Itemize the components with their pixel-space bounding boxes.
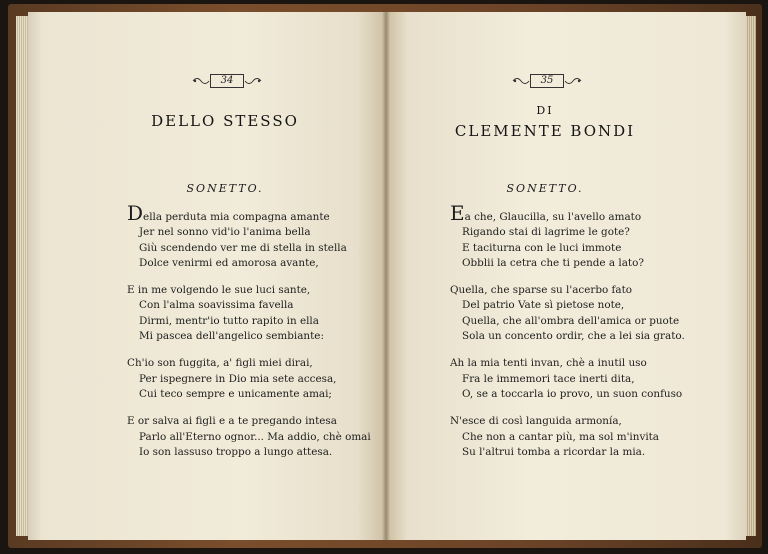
poem-line: Jer nel sonno vid'io l'anima bella [139, 226, 311, 239]
drop-cap: E [450, 201, 465, 225]
poem-line: Giù scendendo ver me di stella in stella [139, 241, 347, 254]
poem-line: Con l'alma soavissima favella [139, 299, 294, 312]
poem-line: Su l'altrui tomba a ricordar la mia. [462, 445, 646, 458]
poem-line: N'esce di così languida armonía, [450, 415, 622, 428]
poem-line: Dolce venirmi ed amorosa avante, [139, 256, 319, 269]
poem-line: Per ispegnere in Dio mia sete accesa, [139, 372, 337, 385]
poem-line: Ah la mia tenti invan, chè a inutil uso [450, 357, 647, 370]
poem-line: Sola un concento ordir, che a lei sia grato. [462, 330, 685, 343]
poem-line: Cui teco sempre e unicamente amai; [139, 387, 332, 400]
poem-line: Del patrio Vate sì pietose note, [462, 299, 625, 312]
page-number-right [510, 73, 584, 89]
ornament-icon [564, 76, 582, 86]
poem-line: E in me volgendo le sue luci sante, [127, 284, 311, 297]
right-poem [450, 201, 685, 460]
poem-line: Rigando stai di lagrime le gote? [462, 226, 630, 239]
poem-line: Ea che, Glaucilla, su l'avello amato [450, 201, 642, 225]
poem-line: Quella, che all'ombra dell'amica or puote [462, 314, 680, 327]
page-edges-right [746, 16, 756, 536]
page-number-left [190, 73, 264, 89]
poem-line: Ch'io son fuggita, a' figli miei dirai, [127, 357, 313, 370]
ornament-icon [244, 76, 262, 86]
ornament-icon [512, 76, 530, 86]
poem-line: E or salva ai figli e a te pregando intesa [127, 415, 337, 428]
right-page-subtitle: SONETTO. [506, 182, 584, 195]
page-number-text: 35 [530, 74, 565, 88]
poem-line: Dirmi, mentr'io tutto rapito in ella [139, 314, 319, 327]
poem-line: O, se a toccarla io provo, un suon confuso [462, 387, 683, 400]
left-page-subtitle: SONETTO. [186, 182, 264, 195]
poem-line: Parlo all'Eterno ognor... Ma addio, chè omai [139, 430, 371, 443]
right-page-title-line2: CLEMENTE BONDI [454, 122, 636, 140]
poem-line: Quella, che sparse su l'acerbo fato [450, 284, 633, 297]
poem-line: Obblii la cetra che ti pende a lato? [462, 256, 644, 269]
left-page-title: DELLO STESSO [151, 112, 299, 130]
poem-line: Fra le immemori tace inerti dita, [462, 372, 635, 385]
poem-line: Mi pascea dell'angelico sembiante: [139, 330, 324, 343]
ornament-icon [192, 76, 210, 86]
page-edges-left [16, 16, 28, 536]
poem-line: Che non a cantar più, ma sol m'invita [462, 430, 660, 443]
book-gutter [382, 12, 390, 540]
drop-cap: D [127, 201, 144, 225]
right-page-title-line1: DI [536, 104, 554, 117]
poem-line: Della perduta mia compagna amante [127, 201, 330, 225]
poem-line: Io son lassuso troppo a lungo attesa. [139, 445, 333, 458]
left-poem [127, 201, 371, 460]
page-number-text: 34 [210, 74, 245, 88]
poem-line: E taciturna con le luci immote [462, 241, 622, 254]
